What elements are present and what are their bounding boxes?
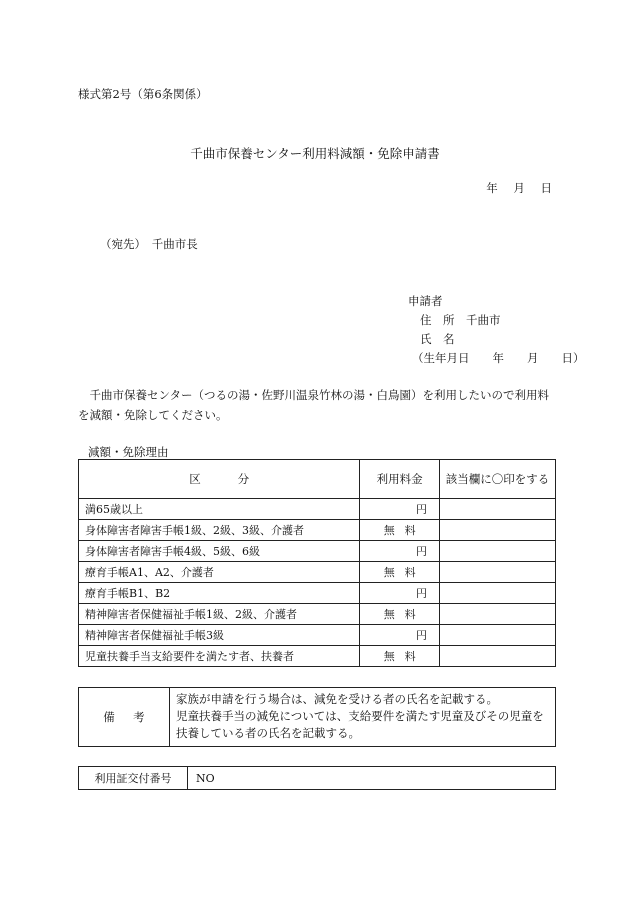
card-number-field[interactable]: NO bbox=[188, 767, 556, 790]
row-mark-cell[interactable] bbox=[439, 541, 555, 562]
row-mark-cell[interactable] bbox=[439, 499, 555, 520]
reason-table-header bbox=[79, 460, 556, 499]
applicant-address: 住 所 千曲市 bbox=[420, 313, 501, 327]
row-category: 療育手帳A1、A2、介護者 bbox=[79, 562, 360, 583]
applicant-heading: 申請者 bbox=[408, 294, 443, 308]
card-number-table bbox=[78, 766, 556, 790]
row-fee: 円 bbox=[360, 499, 440, 520]
table-row bbox=[79, 604, 556, 625]
row-mark-cell[interactable] bbox=[439, 520, 555, 541]
remarks-content bbox=[170, 688, 556, 747]
row-fee: 円 bbox=[360, 541, 440, 562]
remarks-table bbox=[78, 687, 556, 747]
card-number-label: 利用証交付番号 bbox=[79, 767, 188, 790]
reason-caption: 減額・免除理由 bbox=[88, 445, 169, 459]
row-fee: 無料 bbox=[360, 646, 440, 667]
table-row bbox=[79, 499, 556, 520]
row-category: 満65歳以上 bbox=[79, 499, 360, 520]
row-mark-cell[interactable] bbox=[439, 625, 555, 646]
row-mark-cell[interactable] bbox=[439, 604, 555, 625]
addressee: （宛先） 千曲市長 bbox=[100, 237, 198, 251]
remarks-label: 備考 bbox=[79, 688, 170, 747]
header-category: 区分 bbox=[79, 460, 360, 499]
applicant-block bbox=[408, 292, 585, 368]
row-fee: 円 bbox=[360, 625, 440, 646]
applicant-birthdate: （生年月日 年 月 日） bbox=[412, 351, 585, 365]
remarks-line: 扶養している者の氏名を記載する。 bbox=[176, 726, 360, 740]
row-fee: 無料 bbox=[360, 604, 440, 625]
table-row bbox=[79, 541, 556, 562]
row-category: 療育手帳B1、B2 bbox=[79, 583, 360, 604]
form-number: 様式第2号（第6条関係） bbox=[78, 87, 208, 101]
header-mark: 該当欄に〇印をする bbox=[439, 460, 555, 499]
row-category: 身体障害者障害手帳4級、5級、6級 bbox=[79, 541, 360, 562]
row-mark-cell[interactable] bbox=[439, 646, 555, 667]
row-category: 身体障害者障害手帳1級、2級、3級、介護者 bbox=[79, 520, 360, 541]
row-fee: 無料 bbox=[360, 562, 440, 583]
reason-table bbox=[78, 459, 556, 667]
table-row bbox=[79, 646, 556, 667]
remarks-line: 家族が申請を行う場合は、減免を受ける者の氏名を記載する。 bbox=[176, 692, 498, 706]
row-fee: 無料 bbox=[360, 520, 440, 541]
row-fee: 円 bbox=[360, 583, 440, 604]
header-fee: 利用料金 bbox=[360, 460, 440, 499]
applicant-name: 氏 名 bbox=[420, 332, 455, 346]
date-line bbox=[474, 180, 552, 196]
table-row bbox=[79, 520, 556, 541]
date-year-label: 年 bbox=[486, 181, 498, 195]
table-row bbox=[79, 583, 556, 604]
row-category: 精神障害者保健福祉手帳3級 bbox=[79, 625, 360, 646]
request-statement: 千曲市保養センター（つるの湯・佐野川温泉竹林の湯・白鳥園）を利用したいので利用料を減額・免除してください。 bbox=[78, 388, 550, 422]
row-category: 精神障害者保健福祉手帳1級、2級、介護者 bbox=[79, 604, 360, 625]
remarks-line: 児童扶養手当の減免については、支給要件を満たす児童及びその児童を bbox=[176, 709, 544, 723]
table-row bbox=[79, 562, 556, 583]
row-category: 児童扶養手当支給要件を満たす者、扶養者 bbox=[79, 646, 360, 667]
date-month-label: 月 bbox=[513, 181, 525, 195]
date-day-label: 日 bbox=[540, 181, 552, 195]
table-row bbox=[79, 625, 556, 646]
document-title: 千曲市保養センター利用料減額・免除申請書 bbox=[190, 146, 440, 161]
row-mark-cell[interactable] bbox=[439, 583, 555, 604]
row-mark-cell[interactable] bbox=[439, 562, 555, 583]
